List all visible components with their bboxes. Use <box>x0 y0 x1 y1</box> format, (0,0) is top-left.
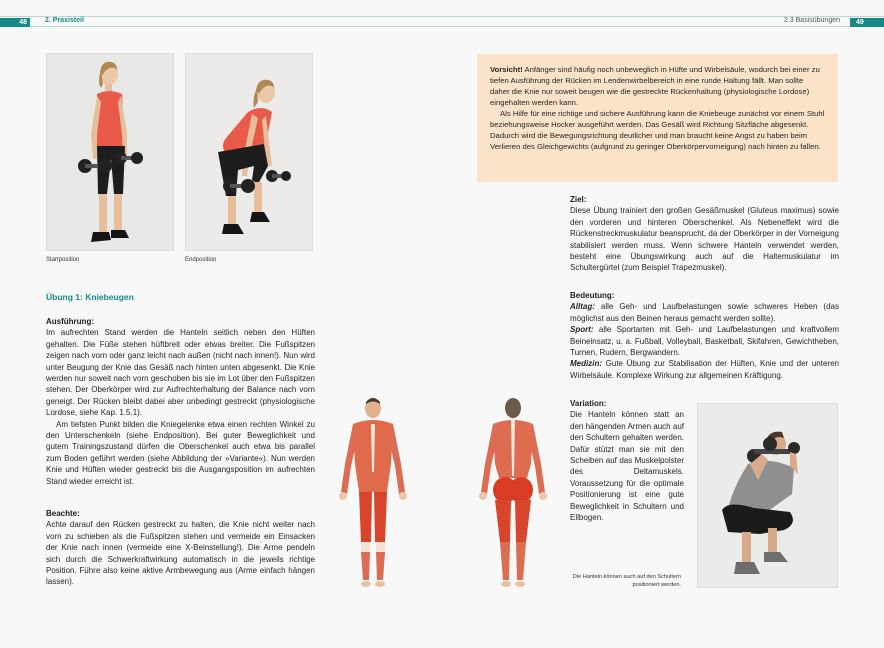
ausfuehrung-section <box>46 316 315 487</box>
beachte-text: Achte darauf den Rücken gestreckt zu halten, die Knie nicht weiter nach vorn zu schieben als die Fußspitzen stehen und vermeide ein Einsacken der Knie nach innen (vermeide eine X-Beinstellung!). Die Arme pendeln sich durch die Schwerkraftwirkung automatisch in die jeweils richtige Position. Führe also keine aktive Armbewegung aus (Arme einfach hängen lassen). <box>46 520 315 587</box>
sport-label: Sport: <box>570 325 594 335</box>
warning-paragraph-1-text: Anfänger sind häufig noch unbeweglich in Hüfte und Wirbelsäule, wodurch bei einer zu tiefen Ausführung der Rücken im Lendenwirbelbereich in eine runde Haltung fällt. Man sollte daher die Knie nur soweit beugen wie die gestreckte Rückenhaltung (physiologische Lordose) eingehalten werden kann. <box>490 65 820 107</box>
ziel-heading: Ziel: <box>570 195 587 204</box>
muscle-anatomy-icon <box>333 392 558 590</box>
man-squat-dumbbells-on-shoulders-icon <box>698 404 838 588</box>
end-position-photo <box>185 53 313 251</box>
start-position-caption: Startposition <box>46 257 80 263</box>
beachte-heading: Beachte: <box>46 509 80 518</box>
left-page-number: 48 <box>0 18 30 27</box>
bedeutung-alltag <box>570 301 839 324</box>
right-page-number: 49 <box>850 18 884 27</box>
variation-text: Die Hanteln können statt an den hängenden Armen auch auf den Schultern gehalten werden. Dafür stützt man sie mit den Scheiben auf das Muskelpolster des Deltamuskels. Voraussetzung für die optimale Positionierung ist eine gute Beweglichkeit in Schultern und Ellbogen. <box>570 410 684 523</box>
warning-text <box>490 64 825 152</box>
woman-squatting-dumbbells-icon <box>186 54 313 251</box>
warning-paragraph-1 <box>490 64 825 108</box>
variation-heading: Variation: <box>570 399 607 408</box>
variation-section <box>570 398 684 523</box>
bedeutung-medizin <box>570 358 839 381</box>
exercise-title: Übung 1: Kniebeugen <box>46 292 134 302</box>
alltag-label: Alltag: <box>570 302 595 312</box>
front-view <box>339 398 407 587</box>
ausfuehrung-paragraph-1: Im aufrechten Stand werden die Hanteln seitlich neben den Hüften gehalten. Die Füße stehen hüftbreit oder etwas breiter. Die Fußspitzen zeigen nach vorn oder ganz leicht nach außen (nicht nach innen!). Nun wird unter Beugung der Knie das Gesäß nach hinten unten abgesenkt. Die Knie werden nur soweit nach vorn geschoben bis sie im Lot über den Fußspitzen stehen. Der Oberkörper wird zur Aufrechterhaltung der Balance nach vorn geneigt. Der Rücken bleibt dabei aber unbedingt gestreckt (physiologische Lordose, siehe Kap. 1.5.1). <box>46 328 315 418</box>
woman-standing-dumbbells-icon <box>47 54 174 251</box>
bedeutung-sport <box>570 324 839 358</box>
header-rule-bottom <box>0 26 884 27</box>
ausfuehrung-heading: Ausführung: <box>46 317 94 326</box>
ziel-text: Diese Übung trainiert den großen Gesäßmuskel (Gluteus maximus) sowie den vorderen und hinteren Oberschenkel. Als Nebeneffekt wird die Rückenstreckmuskulatur beansprucht, da der Oberkörper in der Vorneigung stabilisiert werden muss. Wenn schwere Hanteln verwendet werden, besteht eine Übungswirkung auch auf die Haltemuskulatur im Schultergürtel (zum Beispiel Trapezmuskel). <box>570 206 839 273</box>
warning-paragraph-2: Als Hilfe für eine richtige und sichere Ausführung kann die Kniebeuge zunächst vor einem Stuhl beziehungsweise Hocker ausgeführt werden. Das Gesäß wird Richtung Sitzfläche abgesenkt. Dadurch wird die Bewegungsrichtung deutlicher und man braucht keine Angst zu haben beim Verlieren des Gleichgewichts (aufgrund zu geringer Oberkörpervorneigung) nach hinten zu fallen. <box>490 109 825 151</box>
end-position-caption: Endposition <box>185 257 217 263</box>
anatomy-figure <box>333 392 558 590</box>
back-view <box>479 398 547 587</box>
medizin-text: Gute Übung zur Stabilisation der Hüften, Knie und der unteren Wirbelsäule. Komplexe Wirkung zur allgemeinen Kräftigung. <box>570 359 839 380</box>
bedeutung-section <box>570 290 839 381</box>
sport-text: alle Sportarten mit Geh- und Laufbelastungen und kraftvollem Beineinsatz, u. a. Fußball, Volleyball, Basketball, Skifahren, Gewichtheben, Turnen, Rudern, Bergwandern. <box>570 325 839 358</box>
bedeutung-heading: Bedeutung: <box>570 291 615 300</box>
left-running-head: 2. Praxisteil <box>45 17 84 24</box>
beachte-section <box>46 508 315 588</box>
right-running-head: 2.3 Basisübungen <box>783 17 840 24</box>
header-rule-top <box>0 16 884 17</box>
medizin-label: Medizin: <box>570 359 602 369</box>
alltag-text: alle Geh- und Laufbelastungen sowie schweres Heben (das möglichst aus den Beinen heraus gemacht werden sollte). <box>570 302 839 323</box>
ausfuehrung-paragraph-2: Am tiefsten Punkt bilden die Kniegelenke etwa einen rechten Winkel zu den Unterschenkeln (siehe Endposition). Bei guter Beweglichkeit und gutem Trainingszustand dürfen die Oberschenkel auch etwa bis parallel zum Boden geführt werden (siehe Abbildung der »Variante«). Nun werden Knie und Hüften wieder gestreckt bis die Ausgangsposition im aufrechten Stand wieder erreicht ist. <box>46 419 315 486</box>
warning-lead: Vorsicht! <box>490 65 523 74</box>
variation-photo <box>697 403 838 588</box>
variation-photo-caption: Die Hanteln können auch auf den Schultern positioniert werden. <box>572 574 681 588</box>
warning-box <box>477 54 838 182</box>
start-position-photo <box>46 53 174 251</box>
ziel-section <box>570 194 839 274</box>
